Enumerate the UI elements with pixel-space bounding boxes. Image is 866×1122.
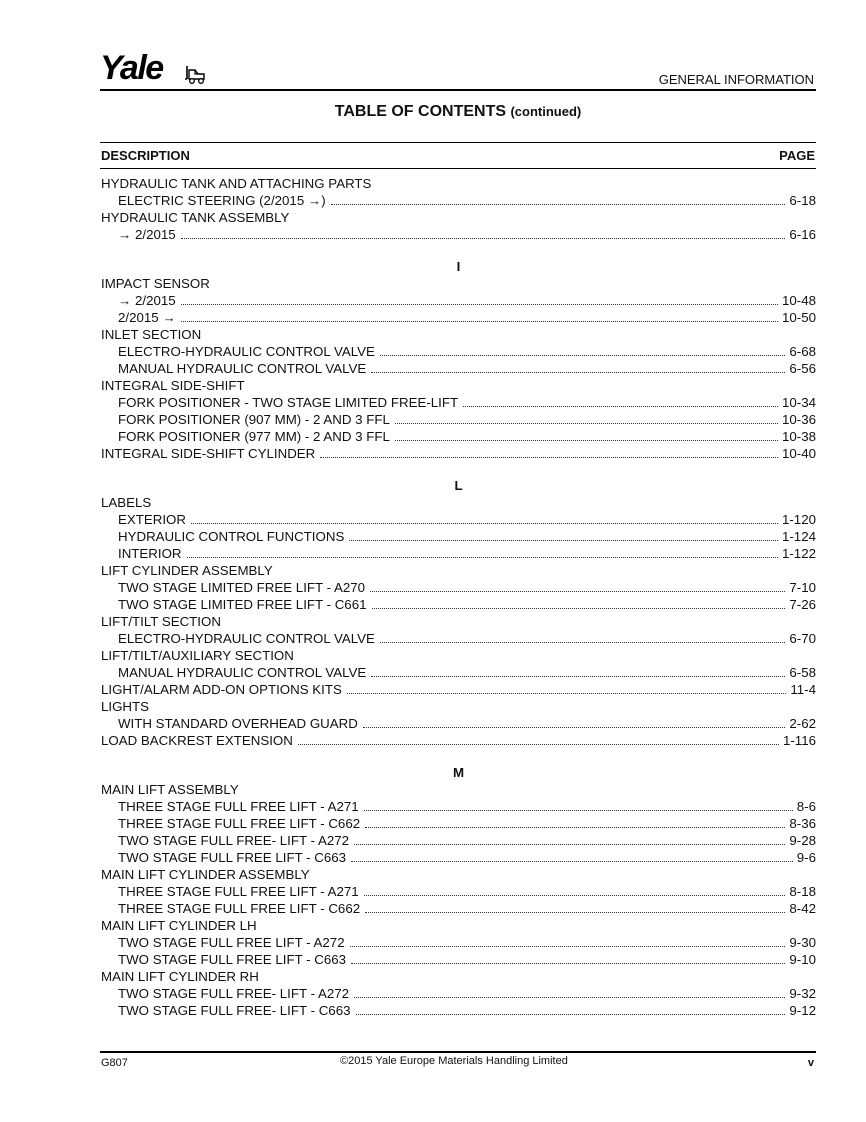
- toc-group-heading: INTEGRAL SIDE-SHIFT: [101, 378, 245, 393]
- toc-entry-page: 10-36: [781, 412, 816, 427]
- dot-leader: [181, 321, 778, 322]
- toc-entry-label: TWO STAGE FULL FREE LIFT - A272: [118, 935, 345, 950]
- footer-page-number: v: [807, 1057, 814, 1069]
- toc-entry-label: TWO STAGE FULL FREE LIFT - C663: [118, 850, 347, 865]
- toc-entry-page: 6-68: [789, 344, 816, 359]
- toc-entry-page: 10-34: [781, 395, 816, 410]
- toc-entry-label: MANUAL HYDRAULIC CONTROL VALVE: [118, 361, 367, 376]
- toc-entry[interactable]: [101, 664, 816, 681]
- toc-entry-label: HYDRAULIC CONTROL FUNCTIONS: [118, 529, 345, 544]
- toc-entry[interactable]: [101, 579, 816, 596]
- toc-entry-page: 10-50: [781, 310, 816, 325]
- toc-entry-label: LOAD BACKREST EXTENSION: [101, 733, 293, 748]
- toc-entry-page: 6-18: [789, 193, 816, 208]
- letter-spacer: [101, 243, 816, 258]
- dot-leader: [395, 440, 778, 441]
- toc-entry-label: EXTERIOR: [118, 512, 186, 527]
- dot-leader: [372, 608, 786, 609]
- toc-entry-page: 1-124: [781, 529, 816, 544]
- toc-entry[interactable]: [101, 934, 816, 951]
- toc-entry[interactable]: [101, 511, 816, 528]
- toc-entry-page: 6-70: [789, 631, 816, 646]
- toc-group-heading: HYDRAULIC TANK AND ATTACHING PARTS: [101, 176, 372, 191]
- footer-doc-code: G807: [101, 1057, 128, 1069]
- toc-entry-page: 9-6: [796, 850, 816, 865]
- toc-entry[interactable]: [101, 883, 816, 900]
- toc-entry[interactable]: [101, 226, 816, 243]
- toc-entry-page: 11-4: [790, 682, 816, 697]
- toc-entry-label: TWO STAGE FULL FREE- LIFT - A272: [118, 833, 350, 848]
- title-suffix: (continued): [510, 104, 582, 119]
- toc-group-heading: INLET SECTION: [101, 327, 202, 342]
- dot-leader: [363, 727, 786, 728]
- dot-leader: [371, 372, 785, 373]
- dot-leader: [380, 642, 786, 643]
- toc-entry[interactable]: [101, 343, 816, 360]
- dot-leader: [347, 693, 787, 694]
- toc-entry[interactable]: [101, 528, 816, 545]
- toc-entry[interactable]: [101, 715, 816, 732]
- toc-entry-label: THREE STAGE FULL FREE LIFT - C662: [118, 901, 361, 916]
- toc-letter-heading: M: [452, 765, 465, 780]
- toc-entry-page: 9-28: [789, 833, 816, 848]
- toc-entry[interactable]: [101, 428, 816, 445]
- toc-entry-label: THREE STAGE FULL FREE LIFT - A271: [118, 884, 359, 899]
- column-header-page: PAGE: [779, 148, 815, 163]
- dot-leader: [463, 406, 778, 407]
- dot-leader: [298, 744, 779, 745]
- toc-entry[interactable]: [101, 832, 816, 849]
- toc-entry-label: FORK POSITIONER - TWO STAGE LIMITED FREE-LIFT: [118, 395, 459, 410]
- toc-group-heading: HYDRAULIC TANK ASSEMBLY: [101, 210, 290, 225]
- toc-group-heading: IMPACT SENSOR: [101, 276, 210, 291]
- toc-group-heading: MAIN LIFT ASSEMBLY: [101, 782, 239, 797]
- forklift-icon: [184, 62, 208, 86]
- dot-leader: [371, 676, 785, 677]
- toc-entry-label: ELECTRIC STEERING (2/2015 →): [118, 193, 326, 208]
- column-header-bottom-rule: [100, 168, 816, 169]
- toc-group-heading: LIFT CYLINDER ASSEMBLY: [101, 563, 273, 578]
- toc-entry-label: LIGHT/ALARM ADD-ON OPTIONS KITS: [101, 682, 342, 697]
- toc-entry-label: INTERIOR: [118, 546, 182, 561]
- footer-copyright: ©2015 Yale Europe Materials Handling Limited: [340, 1055, 568, 1067]
- dot-leader: [181, 304, 778, 305]
- toc-entry-page: 10-38: [781, 429, 816, 444]
- toc-entry-page: 8-36: [789, 816, 816, 831]
- title-main: TABLE OF CONTENTS: [334, 103, 507, 120]
- column-header-top-rule: [100, 142, 816, 143]
- dot-leader: [191, 523, 778, 524]
- toc-entry[interactable]: [101, 985, 816, 1002]
- toc-group-heading: MAIN LIFT CYLINDER LH: [101, 918, 257, 933]
- toc-entry-page: 8-18: [789, 884, 816, 899]
- toc-entry-label: ELECTRO-HYDRAULIC CONTROL VALVE: [118, 344, 375, 359]
- toc-entry-label: FORK POSITIONER (907 MM) - 2 AND 3 FFL: [118, 412, 390, 427]
- toc-entry-label: TWO STAGE FULL FREE- LIFT - C663: [118, 1003, 351, 1018]
- toc-group-heading: LIFT/TILT/AUXILIARY SECTION: [101, 648, 294, 663]
- page-title: [0, 103, 866, 121]
- toc-entry-label: ELECTRO-HYDRAULIC CONTROL VALVE: [118, 631, 375, 646]
- toc-entry[interactable]: [101, 900, 816, 917]
- toc-entry-label: THREE STAGE FULL FREE LIFT - C662: [118, 816, 361, 831]
- dot-leader: [354, 997, 785, 998]
- section-title: GENERAL INFORMATION: [658, 72, 814, 87]
- toc-group-heading: LIGHTS: [101, 699, 150, 714]
- toc-entry-page: 10-48: [781, 293, 816, 308]
- toc-entry-label: THREE STAGE FULL FREE LIFT - A271: [118, 799, 359, 814]
- toc-entry[interactable]: [101, 445, 816, 462]
- toc-entry-page: 8-6: [796, 799, 816, 814]
- dot-leader: [356, 1014, 786, 1015]
- toc-entry-label: WITH STANDARD OVERHEAD GUARD: [118, 716, 358, 731]
- dot-leader: [351, 861, 793, 862]
- toc-entry-label: → 2/2015: [118, 293, 176, 308]
- dot-leader: [331, 204, 786, 205]
- letter-spacer: [101, 749, 816, 764]
- toc-entry-page: 8-42: [789, 901, 816, 916]
- toc-entry[interactable]: [101, 681, 816, 698]
- dot-leader: [349, 540, 778, 541]
- logo-wordmark: Yale: [100, 49, 163, 87]
- toc-entry-page: 10-40: [781, 446, 816, 461]
- toc-entry-page: 6-16: [789, 227, 816, 242]
- dot-leader: [364, 810, 793, 811]
- toc-entry[interactable]: [101, 545, 816, 562]
- letter-spacer: [101, 462, 816, 477]
- toc-entry-page: 1-116: [782, 733, 816, 748]
- toc-entry[interactable]: [101, 360, 816, 377]
- toc-group-heading: MAIN LIFT CYLINDER RH: [101, 969, 259, 984]
- dot-leader: [365, 827, 785, 828]
- dot-leader: [395, 423, 778, 424]
- toc-group-heading: LABELS: [101, 495, 152, 510]
- toc-entry-page: 9-12: [789, 1003, 816, 1018]
- toc-entry-label: → 2/2015: [118, 227, 176, 242]
- toc-entry[interactable]: [101, 411, 816, 428]
- toc-entry-page: 2-62: [789, 716, 816, 731]
- toc-entry-label: TWO STAGE FULL FREE- LIFT - A272: [118, 986, 350, 1001]
- dot-leader: [380, 355, 786, 356]
- toc-entry-page: 1-120: [781, 512, 816, 527]
- dot-leader: [181, 238, 786, 239]
- toc-entry[interactable]: [101, 732, 816, 749]
- toc-entry[interactable]: [101, 292, 816, 309]
- toc-entry-label: TWO STAGE LIMITED FREE LIFT - C661: [118, 597, 367, 612]
- toc-entry-page: 6-58: [789, 665, 816, 680]
- toc-list: [101, 175, 816, 1019]
- toc-entry-page: 9-30: [789, 935, 816, 950]
- toc-group-heading: MAIN LIFT CYLINDER ASSEMBLY: [101, 867, 310, 882]
- toc-entry-page: 6-56: [789, 361, 816, 376]
- toc-entry-label: TWO STAGE FULL FREE LIFT - C663: [118, 952, 347, 967]
- header-rule: [100, 89, 816, 91]
- toc-entry-label: INTEGRAL SIDE-SHIFT CYLINDER: [101, 446, 316, 461]
- dot-leader: [350, 946, 786, 947]
- toc-letter-heading: L: [454, 478, 463, 493]
- toc-entry-label: 2/2015 →: [118, 310, 176, 325]
- dot-leader: [364, 895, 786, 896]
- toc-entry-label: TWO STAGE LIMITED FREE LIFT - A270: [118, 580, 366, 595]
- toc-entry[interactable]: [101, 1002, 816, 1019]
- toc-letter-heading: I: [456, 259, 461, 274]
- toc-entry[interactable]: [101, 798, 816, 815]
- toc-entry[interactable]: [101, 951, 816, 968]
- toc-entry[interactable]: [101, 630, 816, 647]
- dot-leader: [320, 457, 778, 458]
- dot-leader: [370, 591, 785, 592]
- toc-entry[interactable]: [101, 394, 816, 411]
- toc-entry[interactable]: [101, 596, 816, 613]
- dot-leader: [187, 557, 778, 558]
- dot-leader: [365, 912, 785, 913]
- dot-leader: [354, 844, 785, 845]
- yale-logo: [100, 50, 163, 86]
- toc-entry[interactable]: [101, 309, 816, 326]
- toc-entry-page: 9-10: [789, 952, 816, 967]
- toc-entry-page: 7-26: [789, 597, 816, 612]
- toc-entry-page: 1-122: [781, 546, 816, 561]
- toc-entry[interactable]: [101, 815, 816, 832]
- toc-entry-label: FORK POSITIONER (977 MM) - 2 AND 3 FFL: [118, 429, 390, 444]
- toc-entry[interactable]: [101, 849, 816, 866]
- toc-entry-label: MANUAL HYDRAULIC CONTROL VALVE: [118, 665, 367, 680]
- column-header-description: DESCRIPTION: [101, 148, 190, 163]
- dot-leader: [351, 963, 785, 964]
- toc-entry-page: 7-10: [789, 580, 816, 595]
- toc-entry-page: 9-32: [789, 986, 816, 1001]
- footer-rule: [100, 1051, 816, 1053]
- toc-group-heading: LIFT/TILT SECTION: [101, 614, 221, 629]
- toc-entry[interactable]: [101, 192, 816, 209]
